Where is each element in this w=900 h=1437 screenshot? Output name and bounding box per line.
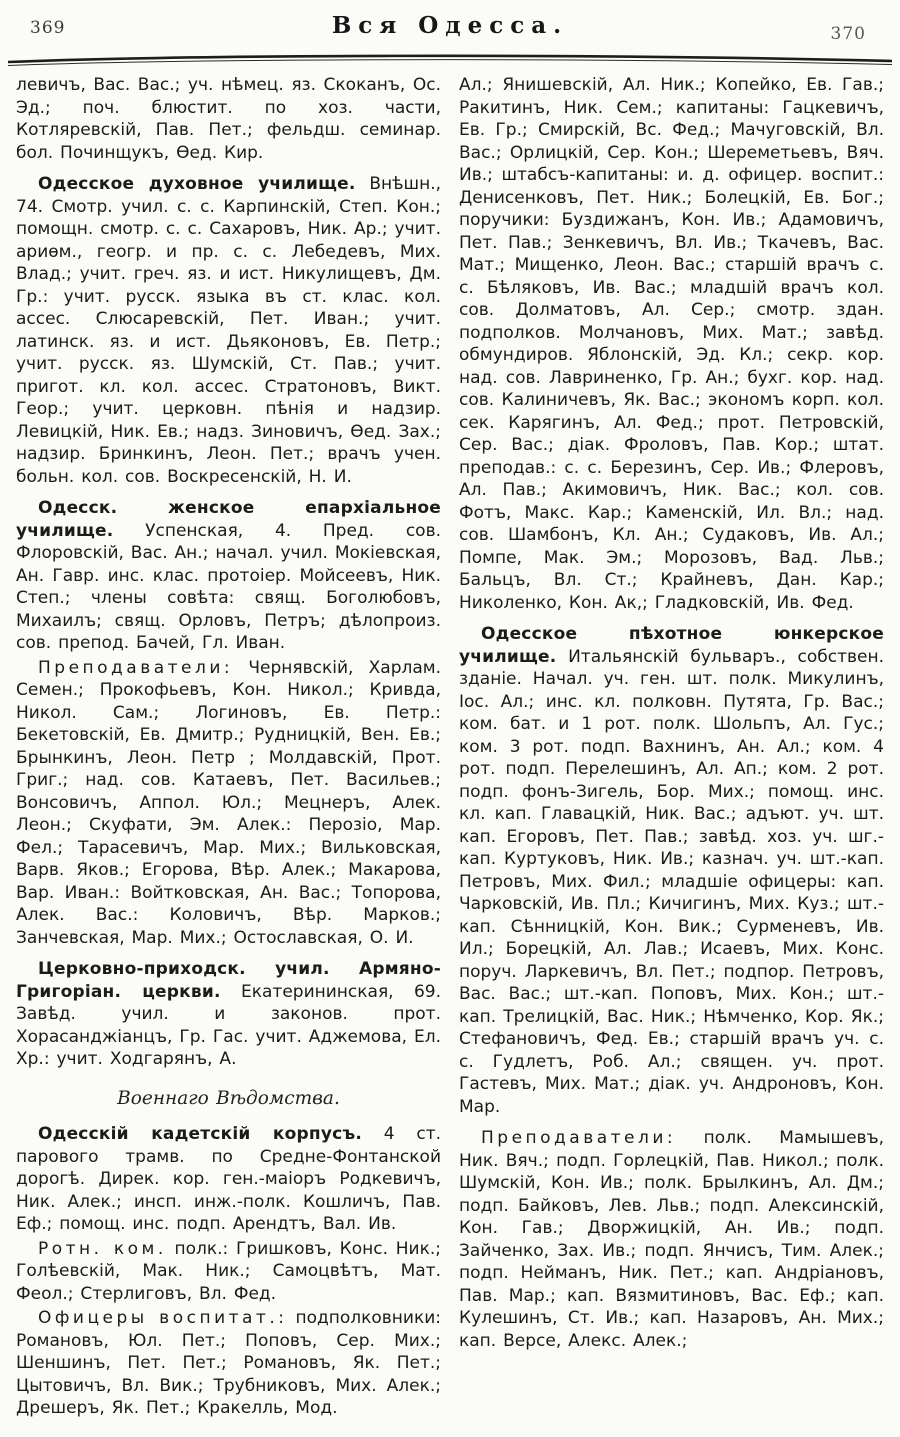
entry-heading: Одесское духовное училище. — [38, 174, 356, 194]
section-divider — [16, 1088, 441, 1111]
entry-text: 4 ст. парового трамв. по Средне-Фонтанской дорогѣ. Дирек. кор. ген.-маіоръ Родкевичъ, Ник. Алек.; инсп. инж.-полк. Кошличъ, Пав. Еф.; помощ. инс. подп. Арендтъ, Вал. Ив. — [16, 1124, 442, 1234]
entry-heading: Церковно-приходск. учил. Армяно-Григоріан. церкви. — [16, 959, 441, 1002]
sub-entry — [459, 1127, 884, 1352]
directory-entry — [16, 1123, 441, 1236]
entry-text: подполковники: Романовъ, Юл. Пет.; Поповъ, Сер. Мих.; Шеншинъ, Пет. Пет.; Романовъ, Як. Пет.; Цытовичъ, Вл. Вик.; Трубниковъ, Мих. Алек.; Дрешеръ, Як. Пет.; Кракелль, Мод. — [16, 1308, 441, 1418]
sub-entry — [16, 1238, 441, 1306]
directory-entry — [16, 173, 441, 488]
sub-entry-heading: Преподаватели: — [481, 1128, 677, 1148]
page-title: Вся Одесса. — [331, 12, 569, 39]
entry-heading: Одесск. женское епархіальное училище. — [16, 498, 441, 541]
sub-entry-heading: Офицеры воспитат.: — [38, 1308, 288, 1328]
entry-text: полк.: Гришковъ, Конс. Ник.; Голѣевскій, Мак. Ник.; Самоцвѣтъ, Мат. Феол.; Стерлиговъ, Вл. Фед. — [16, 1238, 441, 1304]
page-number-left: 369 — [30, 18, 66, 38]
page-header — [0, 0, 900, 52]
left-column — [16, 74, 441, 1420]
continued-entry — [459, 74, 884, 614]
continued-entry — [16, 74, 441, 164]
entry-text: левичъ, Вас. Вас.; уч. нѣмец. яз. Скоканъ, Ос. Эд.; поч. блюстит. по хоз. части, Котляревскій, Пав. Пет.; фельдш. семинар. бол. Починщукъ, Ѳед. Кир. — [16, 75, 441, 163]
section-divider-text: Военнаго Вѣдомства. — [117, 1087, 340, 1109]
two-column-body — [0, 68, 900, 1420]
directory-entry — [16, 958, 441, 1071]
entry-text: Ал.; Янишевскій, Ал. Ник.; Копейко, Ев. Гав.; Ракитинъ, Ник. Сем.; капитаны: Гацкевичъ, Ев. Гр.; Смирскій, Вс. Фед.; Мачуговскій, Вл. Вас.; Орлицкій, Сер. Кон.; Шереметьевъ, Вяч. Ив.; штабсъ-капитаны: и. д. офицер. воспит.: Денисенковъ, Пет. Ник.; Болецкій, Ев. Бог.; поручики: Буздижанъ, Кон. Ив.; Адамовичъ, Пет. Пав.; Зенкевичъ, Вл. Ив.; Ткачевъ, Вас. Мат.; Мищенко, Леон. Вас.; старшій врачъ с. с. Бѣляковъ, Ив. Вас.; младшій врачъ кол. сов. Долматовъ, Ал. Сер.; смотр. здан. подполков. Молчановъ, Мих. Мат.; завѣд. обмундиров. Яблонскій, Эд. Кл.; секр. кор. над. сов. Лавриненко, Гр. Ан.; бухг. кор. над. сов. Калиничевъ, Як. Вас.; экономъ корп. кол. сек. Карягинъ, Ал. Фед.; прот. Петровскій, Сер. Вас.; діак. Фроловъ, Пав. Кор.; штат. преподав.: с. с. Березинъ, Сер. Ив.; Флеровъ, Ал. Пав.; Акимовичъ, Ник. Вас.; кол. сов. Фотъ, Макс. Кар.; Каменскій, Ил. Вл.; над. сов. Шамбонъ, Кл. Ан.; Судаковъ, Ив. Ал.; Помпе, Мак. Эм.; Морозовъ, Вад. Льв.; Бальцъ, Вл. Ст.; Крайневъ, Дан. Кар.; Николенко, Кон. Ак,; Гладковскій, Ив. Фед. — [459, 75, 884, 613]
sub-entry — [16, 657, 441, 950]
right-column — [459, 74, 884, 1420]
entry-text: Екатерининская, 69. Завѣд. учил. и законов. прот. Хорасанджіанцъ, Гр. Гас. учит. Аджемова, Ел. Хр.: учит. Ходгарянъ, А. — [16, 981, 441, 1069]
sub-entry-heading: Ротн. ком. — [38, 1238, 167, 1259]
directory-entry — [16, 497, 441, 655]
sub-entry-heading: Преподаватели: — [38, 657, 234, 678]
entry-heading: Одесское пѣхотное юнкерское училище. — [459, 624, 884, 667]
entry-text: полк. Мамышевъ, Ник. Вяч.; подп. Горлецкій, Пав. Никол.; полк. Шумскій, Кон. Ив.; полк. Брылкинъ, Ал. Дм.; подп. Байковъ, Лев. Льв.; подп. Алексинскій, Кон. Гав.; Дворжицкій, Ан. Ив.; подп. Зайченко, Зах. Ив.; подп. Янчисъ, Тим. Алек.; подп. Нейманъ, Ник. Пет.; кап. Андріановъ, Пав. Мар.; кап. Вязмитиновъ, Вас. Еф.; кап. Кулешинъ, Ст. Ив.; кап. Назаровъ, Ан. Мих.; кап. Версе, Алекс. Алек.; — [459, 1128, 884, 1351]
header-rule — [0, 52, 900, 68]
entry-text: Итальянскій бульваръ., собствен. зданіе. Начал. уч. ген. шт. полк. Микулинъ, Іос. Ал.; инс. кл. полковн. Путята, Гр. Вас.; ком. бат. и 1 рот. полк. Шольпъ, Ал. Гус.; ком. 3 рот. подп. Вахнинъ, Ан. Ал.; ком. 4 рот. подп. Перелешинъ, Ал. Ап.; ком. 2 рот. подп. фонъ-Зигель, Бор. Мих.; помощ. инс. кл. кап. Главацкій, Ник. Вас.; адъют. уч. шт. кап. Егоровъ, Пет. Пав.; завѣд. хоз. уч. шг.-кап. Куртуковъ, Ник. Ив.; казнач. уч. шт.-кап. Петровъ, Мих. Фил.; младшіе офицеры: кап. Чарковскій, Ив. Пл.; Кичигинъ, Мих. Куз.; шт.-кап. Сѣнницкій, Кон. Вик.; Сурменевъ, Ив. Ил.; Борецкій, Ал. Лав.; Исаевъ, Мих. Конс. поруч. Ларкевичъ, Вл. Пет.; подпор. Петровъ, Вас. Вас.; шт.-кап. Поповъ, Мих. Кон.; шт.-кап. Трелицкій, Вас. Ник.; Нѣмченко, Кор. Як.; Стефановичъ, Фед. Ев.; старшій врачъ уч. с. с. Гудлетъ, Роб. Ал.; священ. уч. прот. Гастевъ, Мих. Мат.; діак. уч. Андроновъ, Кон. Мар. — [459, 646, 884, 1117]
entry-heading: Одесскій кадетскій корпусъ. — [38, 1124, 363, 1144]
entry-text: Чернявскій, Харлам. Семен.; Прокофьевъ, Кон. Никол.; Кривда, Никол. Сам.; Логиновъ, Ев. Петр.: Бекетовскій, Ев. Дмитр.; Рудницкій, Вен. Ев.; Брынкинъ, Леон. Петр ; Молдавскій, Прот. Григ.; над. сов. Катаевъ, Пет. Васильев.; Вонсовичъ, Аппол. Юл.; Мецнеръ, Алек. Леон.; Скуфати, Эм. Алек.: Перозіо, Мар. Фел.; Тарасевичъ, Мар. Мих.; Вильковская, Варв. Яков.; Егорова, Вѣр. Алек.; Макарова, Вар. Иван.: Войтковская, Ан. Вас.; Топорова, Алек. Вас.: Коловичъ, Вѣр. Марков.; Занчевская, Мар. Мих.; Остославская, О. И. — [16, 657, 441, 948]
sub-entry — [16, 1307, 441, 1420]
page-number-right: 370 — [830, 24, 866, 44]
entry-text: Успенская, 4. Пред. сов. Флоровскій, Вас. Ан.; начал. учил. Мокіевская, Ан. Гавр. инс. клас. протоіер. Мойсеевъ, Ник. Степ.; члены совѣта: свящ. Боголюбовъ, Михаилъ; свящ. Орловъ, Петръ; дѣлопроиз. сов. препод. Бачей, Гл. Иван. — [16, 520, 442, 653]
directory-entry — [459, 623, 884, 1118]
entry-text: Внѣшн., 74. Смотр. учил. с. с. Карпинскій, Степ. Кон.; помощн. смотр. с. с. Сахаровъ, Ник. Ар.; учит. ариѳм., геогр. и пр. с. с. Лебедевъ, Мих. Влад.; учит. греч. яз. и ист. Никулищевъ, Дм. Гр.: учит. русск. языка въ ст. клас. кол. ассес. Слюсаревскій, Пет. Иван.; учит. латинск. яз. и ист. Дьяконовъ, Ев. Петр.; учит. русск. яз. Шумскій, Ст. Пав.; учит. пригот. кл. кол. ассес. Стратоновъ, Викт. Геор.; учит. церковн. пѣнія и надзир. Левицкій, Ник. Ев.; надз. Зиновичъ, Ѳед. Зах.; надзир. Бринкинъ, Леон. Пет.; врачъ учен. больн. кол. сов. Воскресенскій, Н. И. — [16, 174, 442, 487]
